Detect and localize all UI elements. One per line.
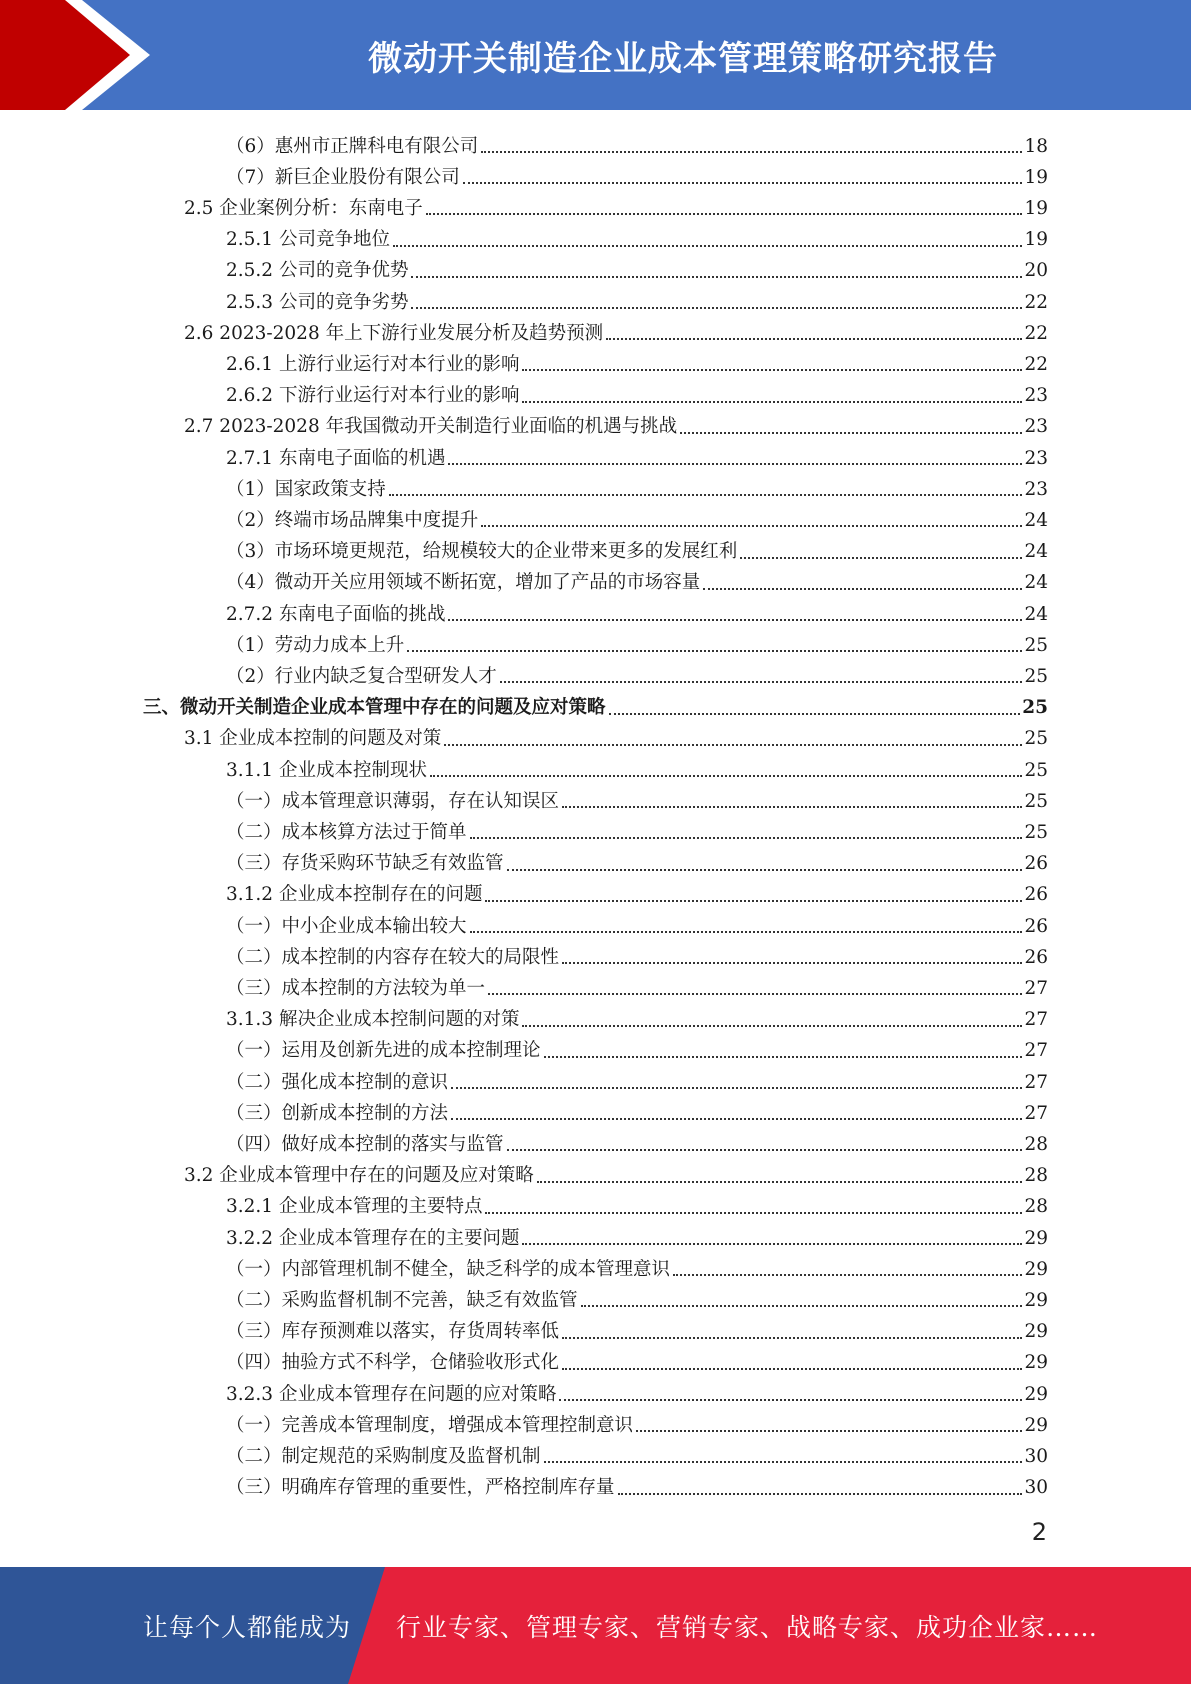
- toc-entry[interactable]: [226, 379, 1048, 410]
- toc-entry-page: 24: [1024, 541, 1048, 563]
- toc-entry-page: 29: [1024, 1227, 1048, 1249]
- toc-entry[interactable]: [226, 472, 1048, 503]
- toc-dot-leader: [444, 744, 1022, 746]
- toc-dot-leader: [703, 588, 1022, 590]
- toc-dot-leader: [451, 1087, 1022, 1089]
- toc-dot-leader: [606, 338, 1022, 340]
- toc-entry-page: 29: [1024, 1352, 1048, 1374]
- toc-dot-leader: [393, 245, 1022, 247]
- toc-dot-leader: [411, 276, 1022, 278]
- toc-entry[interactable]: [226, 1346, 1048, 1377]
- footer-expert-list: 行业专家、管理专家、营销专家、战略专家、成功企业家……: [396, 1612, 1099, 1642]
- toc-dot-leader: [562, 806, 1022, 808]
- toc-entry-title: 2.5.2 公司的竞争优势: [226, 260, 409, 282]
- toc-dot-leader: [488, 993, 1022, 995]
- toc-entry-title: （7）新巨企业股份有限公司: [226, 166, 460, 188]
- toc-entry-title: （三）存货采购环节缺乏有效监管: [226, 853, 504, 875]
- toc-entry[interactable]: [226, 1221, 1048, 1252]
- toc-entry-page: 25: [1024, 634, 1048, 656]
- toc-entry[interactable]: [226, 503, 1048, 534]
- header-arrow-decoration: [0, 0, 160, 110]
- toc-entry-page: 23: [1024, 447, 1048, 469]
- toc-entry[interactable]: [226, 129, 1048, 160]
- toc-entry-page: 25: [1024, 790, 1048, 812]
- toc-entry-title: （6）惠州市正牌科电有限公司: [226, 135, 479, 157]
- toc-entry-title: 三、微动开关制造企业成本管理中存在的问题及应对策略: [143, 697, 606, 719]
- toc-dot-leader: [451, 1118, 1022, 1120]
- toc-entry-page: 22: [1024, 353, 1048, 375]
- toc-entry[interactable]: [226, 878, 1048, 909]
- toc-entry-title: （2）终端市场品牌集中度提升: [226, 509, 479, 531]
- page-number: 2: [1031, 1518, 1047, 1546]
- toc-entry-page: 29: [1024, 1383, 1048, 1405]
- toc-dot-leader: [485, 1212, 1022, 1214]
- toc-entry[interactable]: [226, 285, 1048, 316]
- toc-entry-page: 29: [1024, 1289, 1048, 1311]
- toc-entry-title: 2.5 企业案例分析：东南电子: [184, 197, 423, 219]
- toc-entry-title: （三）明确库存管理的重要性，严格控制库存量: [226, 1477, 615, 1499]
- toc-dot-leader: [426, 213, 1023, 215]
- toc-dot-leader: [562, 1337, 1022, 1339]
- toc-entry[interactable]: [226, 815, 1048, 846]
- toc-dot-leader: [407, 650, 1022, 652]
- toc-entry-page: 27: [1024, 1009, 1048, 1031]
- toc-entry-title: （3）市场环境更规范，给规模较大的企业带来更多的发展红利: [226, 541, 738, 563]
- toc-entry-title: 2.5.3 公司的竞争劣势: [226, 291, 409, 313]
- toc-entry[interactable]: [226, 971, 1048, 1002]
- toc-entry-title: 3.1.2 企业成本控制存在的问题: [226, 884, 483, 906]
- toc-dot-leader: [544, 1056, 1023, 1058]
- toc-entry[interactable]: [226, 535, 1048, 566]
- toc-entry-page: 25: [1024, 665, 1048, 687]
- toc-entry-page: 23: [1024, 478, 1048, 500]
- toc-dot-leader: [581, 1305, 1023, 1307]
- toc-entry-page: 19: [1024, 197, 1048, 219]
- toc-entry-title: （二）强化成本控制的意识: [226, 1071, 449, 1093]
- toc-entry-page: 28: [1024, 1165, 1048, 1187]
- toc-entry[interactable]: [226, 1003, 1048, 1034]
- toc-entry-title: 2.6.1 上游行业运行对本行业的影响: [226, 353, 520, 375]
- toc-entry[interactable]: [184, 410, 1048, 441]
- toc-entry-title: （三）库存预测难以落实，存货周转率低: [226, 1321, 560, 1343]
- toc-entry-page: 25: [1024, 759, 1048, 781]
- toc-entry[interactable]: [226, 1471, 1048, 1502]
- toc-entry-title: 3.2.1 企业成本管理的主要特点: [226, 1196, 483, 1218]
- toc-entry-title: 2.7 2023-2028 年我国微动开关制造行业面临的机遇与挑战: [184, 416, 678, 438]
- toc-dot-leader: [485, 900, 1022, 902]
- toc-entry-page: 26: [1024, 884, 1048, 906]
- toc-entry-title: （二）成本控制的内容存在较大的局限性: [226, 946, 560, 968]
- toc-entry-page: 25: [1024, 821, 1048, 843]
- toc-entry-title: 3.1.3 解决企业成本控制问题的对策: [226, 1009, 520, 1031]
- toc-entry-page: 30: [1024, 1477, 1048, 1499]
- toc-entry[interactable]: [226, 347, 1048, 378]
- toc-entry-title: 2.6 2023-2028 年上下游行业发展分析及趋势预测: [184, 322, 604, 344]
- toc-dot-leader: [544, 1461, 1023, 1463]
- toc-entry-page: 18: [1024, 135, 1048, 157]
- toc-entry-page: 26: [1024, 915, 1048, 937]
- toc-entry-page: 26: [1024, 853, 1048, 875]
- toc-dot-leader: [481, 525, 1022, 527]
- toc-dot-leader: [470, 837, 1023, 839]
- toc-entry-title: 3.2.3 企业成本管理存在问题的应对策略: [226, 1383, 557, 1405]
- toc-dot-leader: [740, 557, 1022, 559]
- toc-entry-page: 30: [1024, 1445, 1048, 1467]
- toc-entry[interactable]: [226, 753, 1048, 784]
- toc-dot-leader: [559, 1399, 1022, 1401]
- toc-dot-leader: [470, 931, 1023, 933]
- toc-entry[interactable]: [226, 909, 1048, 940]
- toc-entry-page: 22: [1024, 291, 1048, 313]
- toc-entry[interactable]: [226, 1096, 1048, 1127]
- toc-entry[interactable]: [226, 940, 1048, 971]
- toc-entry[interactable]: [184, 316, 1048, 347]
- toc-entry-page: 27: [1024, 1040, 1048, 1062]
- toc-dot-leader: [680, 432, 1022, 434]
- toc-entry-page: 26: [1024, 946, 1048, 968]
- toc-entry[interactable]: [226, 1408, 1048, 1439]
- toc-dot-leader: [448, 619, 1022, 621]
- toc-dot-leader: [411, 307, 1022, 309]
- toc-entry[interactable]: [226, 254, 1048, 285]
- page-header: [0, 0, 1191, 110]
- page-footer: [0, 1567, 1191, 1684]
- report-title: 微动开关制造企业成本管理策略研究报告: [368, 38, 998, 79]
- toc-entry-page: 19: [1024, 229, 1048, 251]
- toc-entry-page: 25: [1024, 728, 1048, 750]
- toc-entry-title: （4）微动开关应用领域不断拓宽，增加了产品的市场容量: [226, 572, 701, 594]
- toc-dot-leader: [389, 494, 1023, 496]
- toc-entry-title: 3.1 企业成本控制的问题及对策: [184, 728, 442, 750]
- toc-dot-leader: [636, 1430, 1022, 1432]
- toc-dot-leader: [609, 713, 1021, 715]
- toc-dot-leader: [537, 1181, 1023, 1183]
- toc-entry-title: 3.1.1 企业成本控制现状: [226, 759, 427, 781]
- toc-entry-title: （1）劳动力成本上升: [226, 634, 405, 656]
- toc-entry-title: 3.2.2 企业成本管理存在的主要问题: [226, 1227, 520, 1249]
- toc-entry[interactable]: [226, 1034, 1048, 1065]
- toc-dot-leader: [500, 681, 1023, 683]
- toc-entry[interactable]: [226, 1283, 1048, 1314]
- toc-entry[interactable]: [226, 1315, 1048, 1346]
- toc-entry-title: （三）创新成本控制的方法: [226, 1102, 449, 1124]
- toc-entry-page: 20: [1024, 260, 1048, 282]
- toc-dot-leader: [522, 369, 1022, 371]
- toc-entry-title: （二）制定规范的采购制度及监督机制: [226, 1445, 541, 1467]
- toc-entry-page: 23: [1024, 416, 1048, 438]
- toc-entry-title: （一）完善成本管理制度，增强成本管理控制意识: [226, 1414, 634, 1436]
- toc-entry-page: 29: [1024, 1321, 1048, 1343]
- toc-entry-title: （二）成本核算方法过于简单: [226, 821, 467, 843]
- toc-entry-page: 24: [1024, 509, 1048, 531]
- toc-entry-title: （一）中小企业成本输出较大: [226, 915, 467, 937]
- toc-entry-page: 27: [1024, 977, 1048, 999]
- toc-entry-title: （一）内部管理机制不健全，缺乏科学的成本管理意识: [226, 1258, 671, 1280]
- toc-entry[interactable]: [226, 628, 1048, 659]
- toc-entry[interactable]: [226, 784, 1048, 815]
- toc-entry[interactable]: [226, 1439, 1048, 1470]
- toc-entry-page: 24: [1024, 572, 1048, 594]
- toc-entry[interactable]: [226, 1190, 1048, 1221]
- toc-entry[interactable]: [226, 659, 1048, 690]
- toc-entry[interactable]: [226, 1127, 1048, 1158]
- toc-entry-title: （一）成本管理意识薄弱，存在认知误区: [226, 790, 560, 812]
- toc-entry-page: 27: [1024, 1102, 1048, 1124]
- toc-entry[interactable]: [226, 223, 1048, 254]
- toc-entry-title: （一）运用及创新先进的成本控制理论: [226, 1040, 541, 1062]
- toc-dot-leader: [522, 401, 1022, 403]
- toc-entry[interactable]: [226, 1065, 1048, 1096]
- toc-entry-title: 2.5.1 公司竞争地位: [226, 229, 390, 251]
- toc-entry-title: （2）行业内缺乏复合型研发人才: [226, 665, 497, 687]
- toc-entry-page: 25: [1022, 697, 1048, 719]
- toc-entry-title: 3.2 企业成本管理中存在的问题及应对策略: [184, 1165, 534, 1187]
- toc-entry[interactable]: [226, 441, 1048, 472]
- toc-entry-page: 27: [1024, 1071, 1048, 1093]
- toc-entry[interactable]: [226, 1252, 1048, 1283]
- toc-dot-leader: [673, 1274, 1022, 1276]
- toc-entry-page: 28: [1024, 1196, 1048, 1218]
- toc-entry-title: （四）做好成本控制的落实与监管: [226, 1133, 504, 1155]
- toc-entry[interactable]: [143, 691, 1048, 722]
- toc-dot-leader: [562, 962, 1022, 964]
- toc-entry-page: 29: [1024, 1414, 1048, 1436]
- toc-entry-page: 28: [1024, 1133, 1048, 1155]
- toc-entry-page: 22: [1024, 322, 1048, 344]
- toc-dot-leader: [618, 1493, 1023, 1495]
- footer-slogan: 让每个人都能成为: [143, 1612, 352, 1642]
- toc-entry-title: （四）抽验方式不科学，仓储验收形式化: [226, 1352, 560, 1374]
- toc-entry-page: 19: [1024, 166, 1048, 188]
- toc-entry-page: 24: [1024, 603, 1048, 625]
- toc-entry[interactable]: [226, 160, 1048, 191]
- toc-dot-leader: [448, 463, 1022, 465]
- toc-dot-leader: [562, 1368, 1022, 1370]
- toc-entry[interactable]: [184, 191, 1048, 222]
- toc-entry-title: （1）国家政策支持: [226, 478, 386, 500]
- toc-entry[interactable]: [226, 566, 1048, 597]
- toc-dot-leader: [507, 869, 1023, 871]
- toc-entry-page: 29: [1024, 1258, 1048, 1280]
- toc-entry-title: 2.6.2 下游行业运行对本行业的影响: [226, 385, 520, 407]
- toc-entry[interactable]: [184, 1159, 1048, 1190]
- toc-entry-title: 2.7.1 东南电子面临的机遇: [226, 447, 446, 469]
- toc-dot-leader: [481, 151, 1022, 153]
- toc-entry[interactable]: [226, 1377, 1048, 1408]
- toc-dot-leader: [507, 1149, 1023, 1151]
- toc-dot-leader: [522, 1243, 1022, 1245]
- toc-dot-leader: [522, 1025, 1022, 1027]
- toc-entry[interactable]: [226, 597, 1048, 628]
- toc-entry[interactable]: [226, 847, 1048, 878]
- toc-entry-title: （三）成本控制的方法较为单一: [226, 977, 486, 999]
- toc-entry-title: （二）采购监督机制不完善，缺乏有效监管: [226, 1289, 578, 1311]
- toc-entry-page: 23: [1024, 385, 1048, 407]
- toc-entry[interactable]: [184, 722, 1048, 753]
- toc-entry-title: 2.7.2 东南电子面临的挑战: [226, 603, 446, 625]
- toc-dot-leader: [430, 775, 1022, 777]
- toc-dot-leader: [463, 182, 1023, 184]
